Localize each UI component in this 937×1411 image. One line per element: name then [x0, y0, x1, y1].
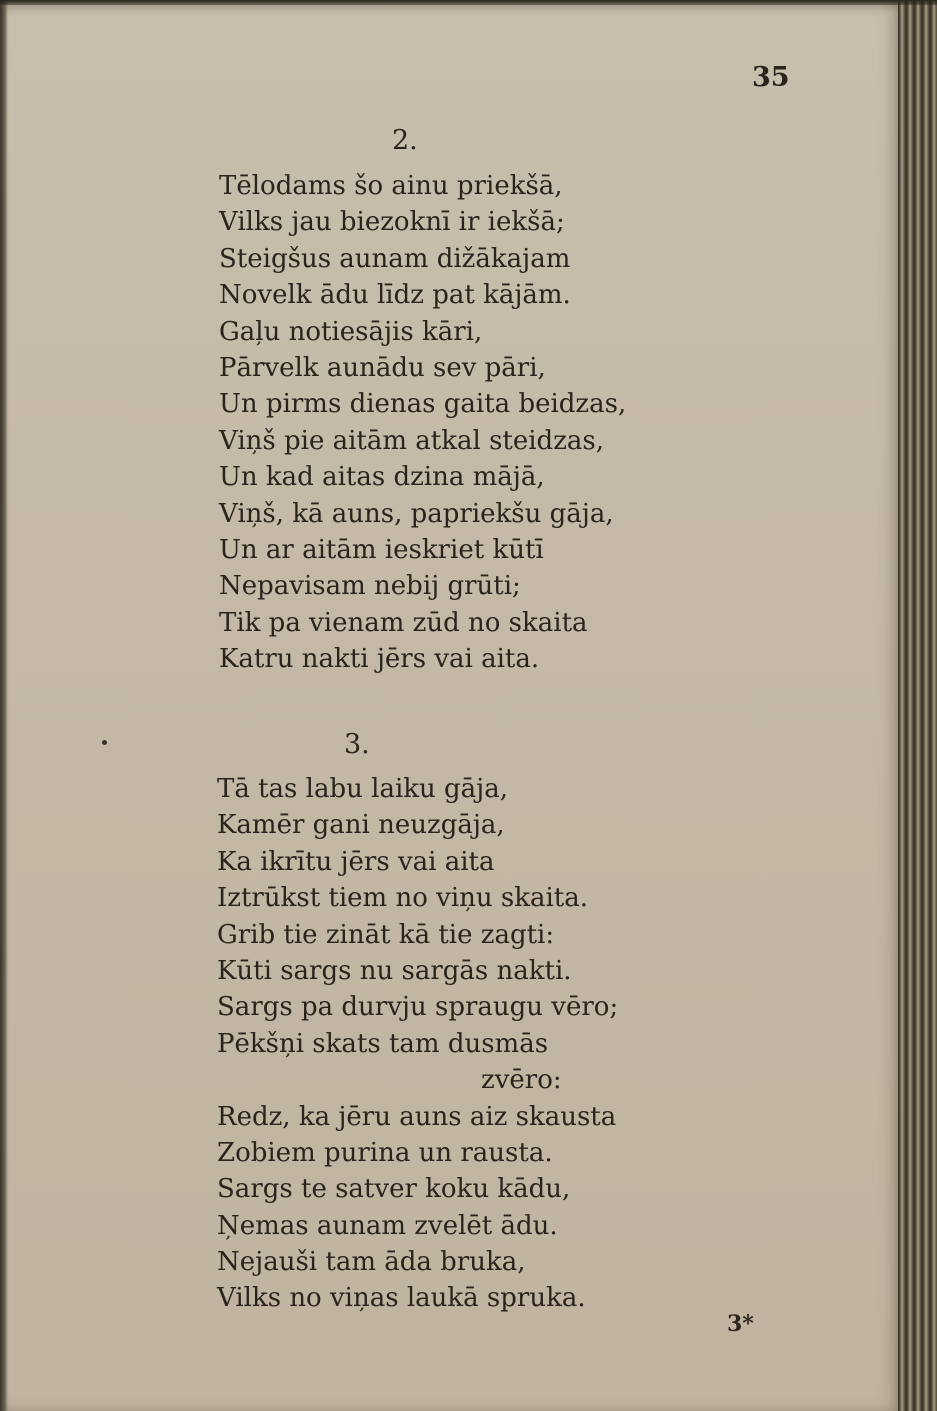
- verse-line: Nepavisam nebij grūti;: [219, 571, 521, 602]
- verse-line: Viņš pie aitām atkal steidzas,: [219, 425, 605, 456]
- verse-line: Nejauši tam āda bruka,: [217, 1247, 526, 1278]
- verse-line: Viņš, kā auns, papriekšu gāja,: [219, 498, 614, 529]
- verse-line: Gaļu notiesājis kāri,: [219, 316, 483, 347]
- book-page-stack-edge: [898, 0, 937, 1411]
- verse-line: Vilks jau biezoknī ir iekšā;: [219, 207, 565, 238]
- printer-signature-mark: 3*: [727, 1311, 754, 1337]
- verse-line: Novelk ādu līdz pat kājām.: [219, 280, 571, 311]
- verse-line: Tik pa vienam zūd no skaita: [219, 607, 588, 638]
- verse-line: Kamēr gani neuzgāja,: [217, 810, 505, 841]
- verse-line: Un ar aitām ieskriet kūtī: [219, 534, 544, 565]
- verse-line: Tā tas labu laiku gāja,: [217, 774, 509, 804]
- verse-line: Zobiem purina un rausta.: [217, 1137, 553, 1168]
- page-number: 35: [752, 62, 790, 93]
- page-left-edge: [0, 0, 8, 1411]
- verse-line: Sargs te satver koku kādu,: [217, 1174, 571, 1205]
- verse-line: Pārvelk aunādu sev pāri,: [219, 352, 546, 383]
- verse-line: Redz, ka jēru auns aiz skausta: [217, 1101, 617, 1132]
- section-number: 3.: [344, 729, 370, 760]
- verse-line: Kūti sargs nu sargās nakti.: [217, 955, 572, 986]
- verse-line: Grib tie zināt kā tie zagti:: [217, 919, 555, 950]
- section-number: 2.: [392, 125, 418, 156]
- verse-line: Un pirms dienas gaita beidzas,: [219, 389, 627, 420]
- verse-line: Ņemas aunam zvelēt ādu.: [217, 1210, 558, 1241]
- stanza-3: [217, 771, 618, 1317]
- verse-line: Steigšus aunam dižākajam: [219, 243, 571, 274]
- verse-line: Un kad aitas dzina mājā,: [219, 462, 545, 493]
- verse-line: Tēlodams šo ainu priekšā,: [219, 171, 563, 201]
- page-top-edge: [0, 0, 937, 5]
- stanza-2: [219, 168, 626, 677]
- verse-line: Pēkšņi skats tam dusmās: [217, 1028, 549, 1059]
- verse-line: Sargs pa durvju spraugu vēro;: [217, 992, 619, 1023]
- verse-line: Katru nakti jērs vai aita.: [219, 644, 540, 675]
- verse-line-continuation: zvēro:: [481, 1065, 562, 1096]
- paper-speck: [102, 740, 107, 745]
- verse-line: Vilks no viņas laukā spruka.: [217, 1283, 586, 1314]
- verse-line: Iztrūkst tiem no viņu skaita.: [217, 883, 589, 914]
- verse-line: Ka ikrītu jērs vai aita: [217, 846, 495, 877]
